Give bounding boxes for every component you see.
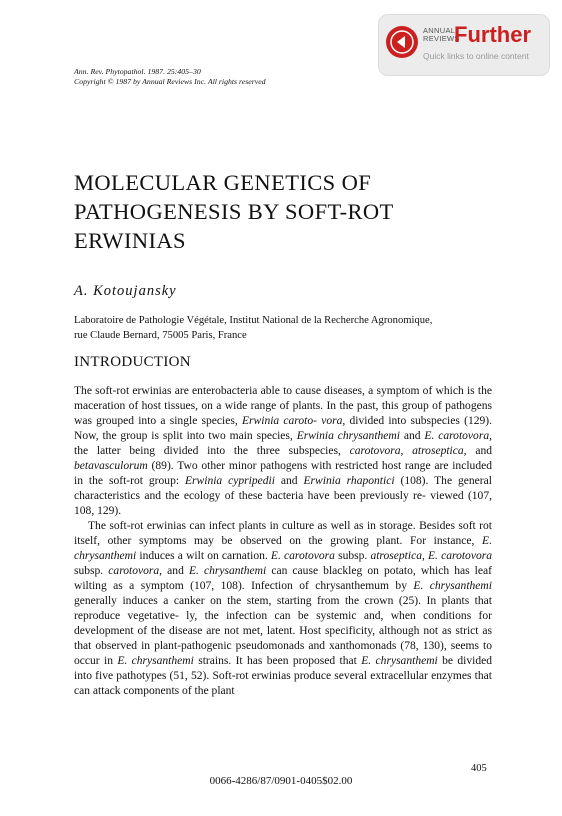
author-name: A. Kotoujansky xyxy=(74,283,177,299)
play-arrow-icon xyxy=(386,26,418,58)
section-heading: INTRODUCTION xyxy=(74,354,191,370)
page-number: 405 xyxy=(471,763,487,774)
author-affiliation: Laboratoire de Pathologie Végétale, Institut National de la Recherche Agronomique, rue Claude Bernard, 75005 Paris, France xyxy=(74,315,433,341)
journal-citation: Ann. Rev. Phytopathol. 1987. 25:405–30 Copyright © 1987 by Annual Reviews Inc. All rights reserved xyxy=(74,67,266,86)
body-text xyxy=(74,384,492,699)
banner-subtitle: Quick links to online content xyxy=(423,51,529,61)
paragraph-1: The soft-rot erwinias are enterobacteria able to cause diseases, a symptom of which is the maceration of host tissues, on a wide range of plants. In the past, this group of pathogens was grouped into a single species, Erwinia caroto- vora, divided into subspecies (129). Now, the group is split into two main species, Erwinia chrysanthemi and E. carotovora, the latter being divided into the three subspecies, carotovora, atroseptica, and betavasculorum (89). Two other minor pathogens with restricted host range are included in the soft-rot group: Erwinia cypripedii and Erwinia rhapontici (108). The general characteristics and the ecology of these bacteria have been previously re- viewed (107, 108, 129). xyxy=(74,385,493,517)
footer-code: 0066-4286/87/0901-0405$02.00 xyxy=(209,775,353,787)
annual-reviews-further-banner[interactable] xyxy=(378,14,550,76)
banner-further-text: Further xyxy=(454,22,531,47)
paragraph-2: The soft-rot erwinias can infect plants in culture as well as in storage. Besides soft rot itself, other symptoms may be observed on the growing plant. For instance, E. chrysanthemi induces a wilt on carnation. E. carotovora subsp. atroseptica, E. carotovora subsp. carotovora, and E. chrysanthemi can cause blackleg on potato, which has leaf wilting as a symptom (107, 108). Infection of chrysanthemum by E. chrysanthemi generally induces a canker on the stem, starting from the crown (25). In plants that reproduce vegetative- ly, the infection can be systemic and, when conditions for development of the disease are not met, latent. Host specificity, although not as strict as that observed in plant-pathogenic pseudomonads and xanthomonads (78, 130), seems to occur in E. chrysanthemi strains. It has been proposed that E. chrysanthemi be divided into five pathotypes (51, 52). Soft-rot erwinias produce several extracellular enzymes that can attack components of the plant xyxy=(74,520,493,697)
article-title: MOLECULAR GENETICS OF PATHOGENESIS BY SOFT-ROT ERWINIAS xyxy=(74,170,394,253)
banner-annual-reviews-text: ANNUAL REVIEWS xyxy=(423,26,460,43)
